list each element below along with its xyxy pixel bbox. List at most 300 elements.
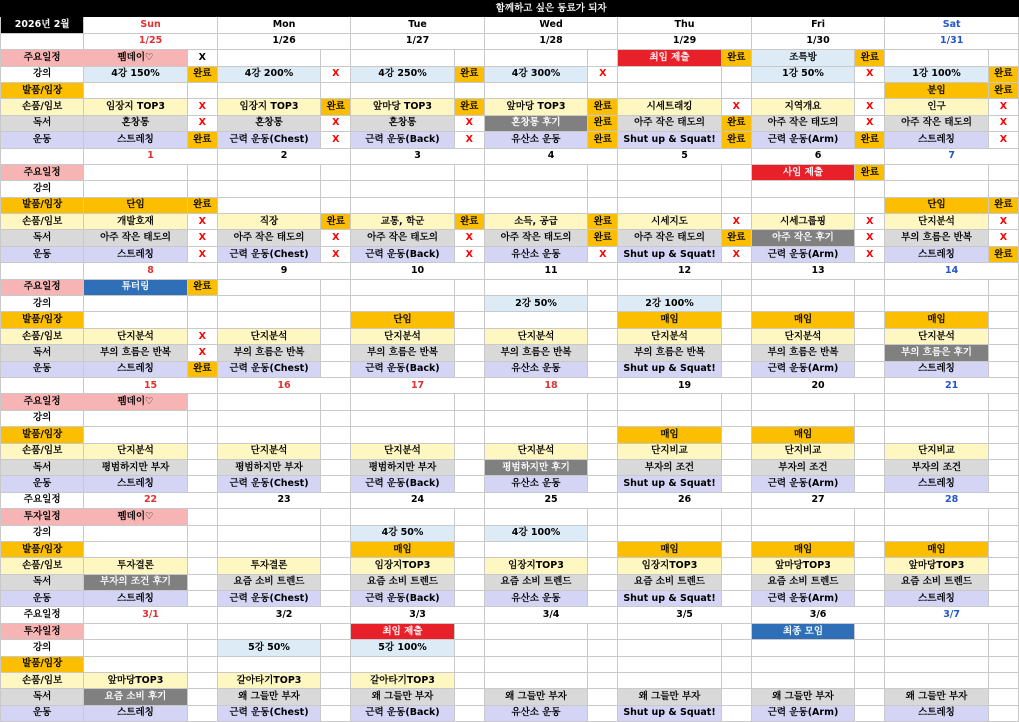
status-cell[interactable]	[988, 50, 1018, 66]
status-cell[interactable]: X	[988, 214, 1018, 230]
status-cell[interactable]	[588, 394, 618, 410]
task-cell[interactable]: 근력 운동(Arm)	[751, 361, 854, 377]
status-cell[interactable]: X	[187, 246, 217, 262]
task-cell[interactable]	[351, 279, 454, 295]
status-cell[interactable]	[988, 164, 1018, 180]
status-cell[interactable]: X	[321, 66, 351, 82]
task-cell[interactable]: 매임	[351, 541, 454, 557]
task-cell[interactable]: 최임 제출	[618, 50, 721, 66]
status-cell[interactable]: X	[855, 214, 885, 230]
status-cell[interactable]	[855, 312, 885, 328]
task-cell[interactable]: 단임	[351, 312, 454, 328]
task-cell[interactable]: 아주 작은 태도의	[885, 115, 988, 131]
status-cell[interactable]	[988, 673, 1018, 689]
task-cell[interactable]	[217, 181, 320, 197]
status-cell[interactable]	[988, 591, 1018, 607]
status-cell[interactable]	[721, 476, 751, 492]
task-cell[interactable]	[618, 673, 721, 689]
status-cell[interactable]	[988, 181, 1018, 197]
status-cell[interactable]	[187, 509, 217, 525]
status-cell[interactable]	[988, 574, 1018, 590]
status-cell[interactable]	[454, 476, 484, 492]
status-cell[interactable]: X	[988, 230, 1018, 246]
status-cell[interactable]	[187, 82, 217, 98]
task-cell[interactable]: 투자결론	[84, 558, 187, 574]
task-cell[interactable]: 부의 흐름은 반복	[751, 345, 854, 361]
task-cell[interactable]: 요즘 소비 트렌드	[618, 574, 721, 590]
task-cell[interactable]: 매임	[751, 312, 854, 328]
task-cell[interactable]: 근력 운동(Chest)	[217, 476, 320, 492]
status-cell[interactable]: 완료	[988, 246, 1018, 262]
status-cell[interactable]	[588, 574, 618, 590]
task-cell[interactable]	[351, 656, 454, 672]
status-cell[interactable]	[187, 410, 217, 426]
status-cell[interactable]: X	[855, 246, 885, 262]
status-cell[interactable]: X	[988, 99, 1018, 115]
task-cell[interactable]: 아주 작은 태도의	[217, 230, 320, 246]
status-cell[interactable]: 완료	[321, 99, 351, 115]
task-cell[interactable]: 근력 운동(Back)	[351, 476, 454, 492]
task-cell[interactable]: 근력 운동(Arm)	[751, 476, 854, 492]
task-cell[interactable]: 단지비교	[885, 443, 988, 459]
status-cell[interactable]	[855, 410, 885, 426]
status-cell[interactable]	[321, 328, 351, 344]
task-cell[interactable]: 1강 50%	[751, 66, 854, 82]
task-cell[interactable]: 단지분석	[618, 328, 721, 344]
task-cell[interactable]: 교통, 학군	[351, 214, 454, 230]
task-cell[interactable]	[351, 296, 454, 312]
status-cell[interactable]: 완료	[988, 66, 1018, 82]
status-cell[interactable]	[454, 312, 484, 328]
status-cell[interactable]	[988, 279, 1018, 295]
task-cell[interactable]: 매임	[618, 312, 721, 328]
status-cell[interactable]: 완료	[721, 230, 751, 246]
status-cell[interactable]	[454, 296, 484, 312]
task-cell[interactable]: 앞마당 TOP3	[351, 99, 454, 115]
task-cell[interactable]: 부자의 조건	[618, 459, 721, 475]
task-cell[interactable]: 소득, 공급	[484, 214, 587, 230]
task-cell[interactable]	[484, 427, 587, 443]
status-cell[interactable]	[187, 427, 217, 443]
task-cell[interactable]: 부의 흐름은 후기	[885, 345, 988, 361]
task-cell[interactable]: 앞마당TOP3	[885, 558, 988, 574]
task-cell[interactable]	[618, 525, 721, 541]
task-cell[interactable]: 근력 운동(Chest)	[217, 132, 320, 148]
status-cell[interactable]	[454, 640, 484, 656]
task-cell[interactable]	[84, 82, 187, 98]
status-cell[interactable]: X	[988, 132, 1018, 148]
task-cell[interactable]: 부의 흐름은 반복	[484, 345, 587, 361]
task-cell[interactable]	[351, 509, 454, 525]
status-cell[interactable]	[721, 558, 751, 574]
status-cell[interactable]: 완료	[187, 66, 217, 82]
task-cell[interactable]: 부의 흐름은 반복	[618, 345, 721, 361]
task-cell[interactable]: 근력 운동(Chest)	[217, 361, 320, 377]
task-cell[interactable]	[84, 656, 187, 672]
status-cell[interactable]	[588, 181, 618, 197]
task-cell[interactable]: 근력 운동(Chest)	[217, 246, 320, 262]
task-cell[interactable]	[217, 197, 320, 213]
status-cell[interactable]	[988, 459, 1018, 475]
task-cell[interactable]: 단지분석	[751, 328, 854, 344]
task-cell[interactable]: 부의 흐름은 반복	[351, 345, 454, 361]
task-cell[interactable]: 단지분석	[885, 328, 988, 344]
task-cell[interactable]	[618, 279, 721, 295]
task-cell[interactable]	[484, 312, 587, 328]
task-cell[interactable]	[217, 509, 320, 525]
task-cell[interactable]: 요즘 소비 트렌드	[751, 574, 854, 590]
task-cell[interactable]: Shut up & Squat!	[618, 132, 721, 148]
status-cell[interactable]: X	[187, 115, 217, 131]
status-cell[interactable]	[588, 82, 618, 98]
task-cell[interactable]: 4강 300%	[484, 66, 587, 82]
task-cell[interactable]	[885, 410, 988, 426]
task-cell[interactable]: 4강 100%	[484, 525, 587, 541]
status-cell[interactable]	[588, 656, 618, 672]
status-cell[interactable]	[721, 279, 751, 295]
task-cell[interactable]: Shut up & Squat!	[618, 246, 721, 262]
status-cell[interactable]	[988, 394, 1018, 410]
status-cell[interactable]	[454, 279, 484, 295]
task-cell[interactable]: 스트레칭	[84, 705, 187, 721]
status-cell[interactable]	[721, 312, 751, 328]
task-cell[interactable]: 아주 작은 태도의	[618, 115, 721, 131]
status-cell[interactable]: X	[855, 66, 885, 82]
task-cell[interactable]: 앞마당TOP3	[84, 673, 187, 689]
task-cell[interactable]: 매임	[751, 427, 854, 443]
task-cell[interactable]: 지역개요	[751, 99, 854, 115]
status-cell[interactable]	[588, 459, 618, 475]
status-cell[interactable]	[454, 345, 484, 361]
task-cell[interactable]	[751, 181, 854, 197]
task-cell[interactable]: 4강 200%	[217, 66, 320, 82]
task-cell[interactable]: 단지비교	[751, 443, 854, 459]
status-cell[interactable]	[321, 394, 351, 410]
task-cell[interactable]	[484, 673, 587, 689]
task-cell[interactable]: 단지분석	[351, 328, 454, 344]
task-cell[interactable]	[885, 656, 988, 672]
status-cell[interactable]: 완료	[187, 279, 217, 295]
task-cell[interactable]	[484, 50, 587, 66]
status-cell[interactable]: X	[454, 230, 484, 246]
task-cell[interactable]	[618, 623, 721, 639]
status-cell[interactable]	[454, 591, 484, 607]
task-cell[interactable]: 최종 모임	[751, 623, 854, 639]
status-cell[interactable]	[988, 312, 1018, 328]
task-cell[interactable]: 5강 100%	[351, 640, 454, 656]
task-cell[interactable]	[217, 410, 320, 426]
task-cell[interactable]	[885, 50, 988, 66]
task-cell[interactable]: 평범하지만 부자	[84, 459, 187, 475]
status-cell[interactable]	[588, 328, 618, 344]
task-cell[interactable]	[84, 164, 187, 180]
status-cell[interactable]	[321, 443, 351, 459]
status-cell[interactable]	[454, 361, 484, 377]
task-cell[interactable]: 아주 작은 태도의	[484, 230, 587, 246]
status-cell[interactable]	[721, 623, 751, 639]
status-cell[interactable]	[321, 361, 351, 377]
task-cell[interactable]: 직장	[217, 214, 320, 230]
status-cell[interactable]	[721, 181, 751, 197]
task-cell[interactable]	[751, 279, 854, 295]
status-cell[interactable]	[721, 296, 751, 312]
task-cell[interactable]: 단지분석	[885, 214, 988, 230]
status-cell[interactable]	[855, 623, 885, 639]
status-cell[interactable]	[187, 312, 217, 328]
status-cell[interactable]: 완료	[588, 99, 618, 115]
status-cell[interactable]	[988, 525, 1018, 541]
status-cell[interactable]: X	[588, 66, 618, 82]
status-cell[interactable]	[454, 525, 484, 541]
status-cell[interactable]: 완료	[588, 132, 618, 148]
task-cell[interactable]	[217, 50, 320, 66]
status-cell[interactable]	[855, 345, 885, 361]
task-cell[interactable]	[84, 181, 187, 197]
task-cell[interactable]	[618, 640, 721, 656]
task-cell[interactable]	[751, 296, 854, 312]
task-cell[interactable]	[351, 410, 454, 426]
status-cell[interactable]	[454, 410, 484, 426]
status-cell[interactable]: X	[187, 328, 217, 344]
status-cell[interactable]: 완료	[855, 132, 885, 148]
status-cell[interactable]	[454, 50, 484, 66]
status-cell[interactable]	[187, 673, 217, 689]
status-cell[interactable]: 완료	[988, 82, 1018, 98]
task-cell[interactable]	[885, 427, 988, 443]
status-cell[interactable]: 완료	[454, 66, 484, 82]
task-cell[interactable]: 단임	[885, 197, 988, 213]
task-cell[interactable]: 근력 운동(Arm)	[751, 246, 854, 262]
task-cell[interactable]: 아주 작은 태도의	[751, 115, 854, 131]
status-cell[interactable]	[855, 427, 885, 443]
status-cell[interactable]	[321, 689, 351, 705]
status-cell[interactable]	[988, 345, 1018, 361]
task-cell[interactable]: 근력 운동(Back)	[351, 705, 454, 721]
status-cell[interactable]	[454, 673, 484, 689]
status-cell[interactable]	[321, 427, 351, 443]
status-cell[interactable]	[855, 591, 885, 607]
status-cell[interactable]	[721, 427, 751, 443]
status-cell[interactable]: X	[855, 230, 885, 246]
status-cell[interactable]	[321, 574, 351, 590]
task-cell[interactable]	[484, 394, 587, 410]
task-cell[interactable]: 단지분석	[484, 443, 587, 459]
status-cell[interactable]	[321, 345, 351, 361]
status-cell[interactable]: X	[588, 246, 618, 262]
status-cell[interactable]	[321, 640, 351, 656]
task-cell[interactable]: 스트레칭	[84, 132, 187, 148]
status-cell[interactable]: 완료	[721, 50, 751, 66]
task-cell[interactable]: 근력 운동(Back)	[351, 246, 454, 262]
task-cell[interactable]	[751, 673, 854, 689]
status-cell[interactable]	[988, 476, 1018, 492]
task-cell[interactable]: 시세지도	[618, 214, 721, 230]
status-cell[interactable]	[721, 673, 751, 689]
status-cell[interactable]	[321, 197, 351, 213]
status-cell[interactable]	[855, 328, 885, 344]
task-cell[interactable]: 단지분석	[217, 443, 320, 459]
task-cell[interactable]: 요즘 소비 트렌드	[484, 574, 587, 590]
task-cell[interactable]: 스트레칭	[84, 246, 187, 262]
status-cell[interactable]	[855, 279, 885, 295]
task-cell[interactable]	[618, 181, 721, 197]
task-cell[interactable]: 매임	[618, 427, 721, 443]
task-cell[interactable]: 아주 작은 태도의	[84, 230, 187, 246]
task-cell[interactable]: 요즘 소비 트렌드	[217, 574, 320, 590]
status-cell[interactable]	[588, 525, 618, 541]
status-cell[interactable]	[588, 164, 618, 180]
status-cell[interactable]: 완료	[721, 115, 751, 131]
status-cell[interactable]	[988, 656, 1018, 672]
status-cell[interactable]	[855, 689, 885, 705]
task-cell[interactable]	[84, 541, 187, 557]
task-cell[interactable]	[84, 296, 187, 312]
status-cell[interactable]	[588, 509, 618, 525]
status-cell[interactable]	[721, 66, 751, 82]
task-cell[interactable]: 부자의 조건	[751, 459, 854, 475]
task-cell[interactable]: 부의 흐름은 반복	[84, 345, 187, 361]
task-cell[interactable]: 근력 운동(Chest)	[217, 591, 320, 607]
status-cell[interactable]	[988, 509, 1018, 525]
status-cell[interactable]	[187, 591, 217, 607]
task-cell[interactable]	[618, 197, 721, 213]
status-cell[interactable]: 완료	[588, 214, 618, 230]
status-cell[interactable]	[855, 82, 885, 98]
task-cell[interactable]: 사임 제출	[751, 164, 854, 180]
status-cell[interactable]	[321, 525, 351, 541]
task-cell[interactable]	[217, 525, 320, 541]
status-cell[interactable]: X	[454, 246, 484, 262]
status-cell[interactable]	[855, 476, 885, 492]
task-cell[interactable]	[217, 279, 320, 295]
task-cell[interactable]: 부의 흐름은 반복	[885, 230, 988, 246]
status-cell[interactable]	[721, 443, 751, 459]
task-cell[interactable]	[618, 410, 721, 426]
task-cell[interactable]	[84, 410, 187, 426]
status-cell[interactable]	[321, 82, 351, 98]
task-cell[interactable]: 펨데이♡	[84, 394, 187, 410]
task-cell[interactable]: Shut up & Squat!	[618, 476, 721, 492]
task-cell[interactable]	[618, 509, 721, 525]
task-cell[interactable]: 혼창통	[217, 115, 320, 131]
status-cell[interactable]: X	[321, 132, 351, 148]
status-cell[interactable]	[988, 410, 1018, 426]
status-cell[interactable]	[588, 361, 618, 377]
status-cell[interactable]	[454, 656, 484, 672]
task-cell[interactable]: Shut up & Squat!	[618, 361, 721, 377]
status-cell[interactable]	[187, 476, 217, 492]
task-cell[interactable]: 스트레칭	[885, 591, 988, 607]
status-cell[interactable]	[855, 640, 885, 656]
task-cell[interactable]: 시세그룹핑	[751, 214, 854, 230]
task-cell[interactable]: 왜 그들만 부자	[484, 689, 587, 705]
status-cell[interactable]	[454, 459, 484, 475]
task-cell[interactable]	[351, 50, 454, 66]
status-cell[interactable]: 완료	[988, 197, 1018, 213]
status-cell[interactable]: X	[721, 214, 751, 230]
task-cell[interactable]	[618, 394, 721, 410]
task-cell[interactable]: 4강 50%	[351, 525, 454, 541]
task-cell[interactable]	[751, 197, 854, 213]
task-cell[interactable]: 혼창통	[84, 115, 187, 131]
task-cell[interactable]: 투자결론	[217, 558, 320, 574]
status-cell[interactable]	[454, 558, 484, 574]
status-cell[interactable]	[321, 279, 351, 295]
task-cell[interactable]: 요즘 소비 트렌드	[885, 574, 988, 590]
task-cell[interactable]: 매임	[885, 541, 988, 557]
task-cell[interactable]: 임장지TOP3	[484, 558, 587, 574]
task-cell[interactable]: 매임	[751, 541, 854, 557]
task-cell[interactable]	[484, 197, 587, 213]
status-cell[interactable]	[187, 640, 217, 656]
task-cell[interactable]: 최임 제출	[351, 623, 454, 639]
status-cell[interactable]: X	[855, 115, 885, 131]
task-cell[interactable]	[618, 164, 721, 180]
task-cell[interactable]	[885, 623, 988, 639]
status-cell[interactable]	[321, 410, 351, 426]
status-cell[interactable]	[588, 197, 618, 213]
status-cell[interactable]	[988, 689, 1018, 705]
status-cell[interactable]	[855, 541, 885, 557]
task-cell[interactable]: 단지분석	[84, 443, 187, 459]
status-cell[interactable]	[454, 181, 484, 197]
status-cell[interactable]	[721, 541, 751, 557]
task-cell[interactable]: 유산소 운동	[484, 246, 587, 262]
task-cell[interactable]: 왜 그들만 부자	[217, 689, 320, 705]
task-cell[interactable]	[484, 623, 587, 639]
task-cell[interactable]: 아주 작은 후기	[751, 230, 854, 246]
task-cell[interactable]: 왜 그들만 부자	[751, 689, 854, 705]
status-cell[interactable]	[855, 574, 885, 590]
task-cell[interactable]	[84, 312, 187, 328]
task-cell[interactable]	[484, 82, 587, 98]
task-cell[interactable]	[885, 673, 988, 689]
task-cell[interactable]: 2강 50%	[484, 296, 587, 312]
status-cell[interactable]	[454, 574, 484, 590]
status-cell[interactable]	[588, 623, 618, 639]
task-cell[interactable]: 단지분석	[84, 328, 187, 344]
status-cell[interactable]	[321, 656, 351, 672]
status-cell[interactable]	[855, 181, 885, 197]
status-cell[interactable]: X	[321, 230, 351, 246]
task-cell[interactable]: 임장지 TOP3	[84, 99, 187, 115]
status-cell[interactable]: X	[187, 230, 217, 246]
task-cell[interactable]: 근력 운동(Back)	[351, 132, 454, 148]
status-cell[interactable]	[321, 591, 351, 607]
task-cell[interactable]: 평범하지만 후기	[484, 459, 587, 475]
task-cell[interactable]: 혼창통	[351, 115, 454, 131]
status-cell[interactable]	[855, 361, 885, 377]
status-cell[interactable]	[321, 476, 351, 492]
task-cell[interactable]: 임장지 TOP3	[217, 99, 320, 115]
task-cell[interactable]	[885, 509, 988, 525]
status-cell[interactable]: X	[721, 99, 751, 115]
status-cell[interactable]	[855, 296, 885, 312]
status-cell[interactable]	[321, 164, 351, 180]
status-cell[interactable]: 완료	[855, 164, 885, 180]
status-cell[interactable]	[721, 410, 751, 426]
task-cell[interactable]: 단지분석	[484, 328, 587, 344]
status-cell[interactable]: 완료	[855, 50, 885, 66]
task-cell[interactable]: 매임	[618, 541, 721, 557]
status-cell[interactable]: X	[187, 50, 217, 66]
task-cell[interactable]: 스트레칭	[885, 361, 988, 377]
task-cell[interactable]: 아주 작은 태도의	[351, 230, 454, 246]
status-cell[interactable]	[588, 689, 618, 705]
task-cell[interactable]: 스트레칭	[885, 132, 988, 148]
status-cell[interactable]	[187, 296, 217, 312]
task-cell[interactable]: 유산소 운동	[484, 361, 587, 377]
